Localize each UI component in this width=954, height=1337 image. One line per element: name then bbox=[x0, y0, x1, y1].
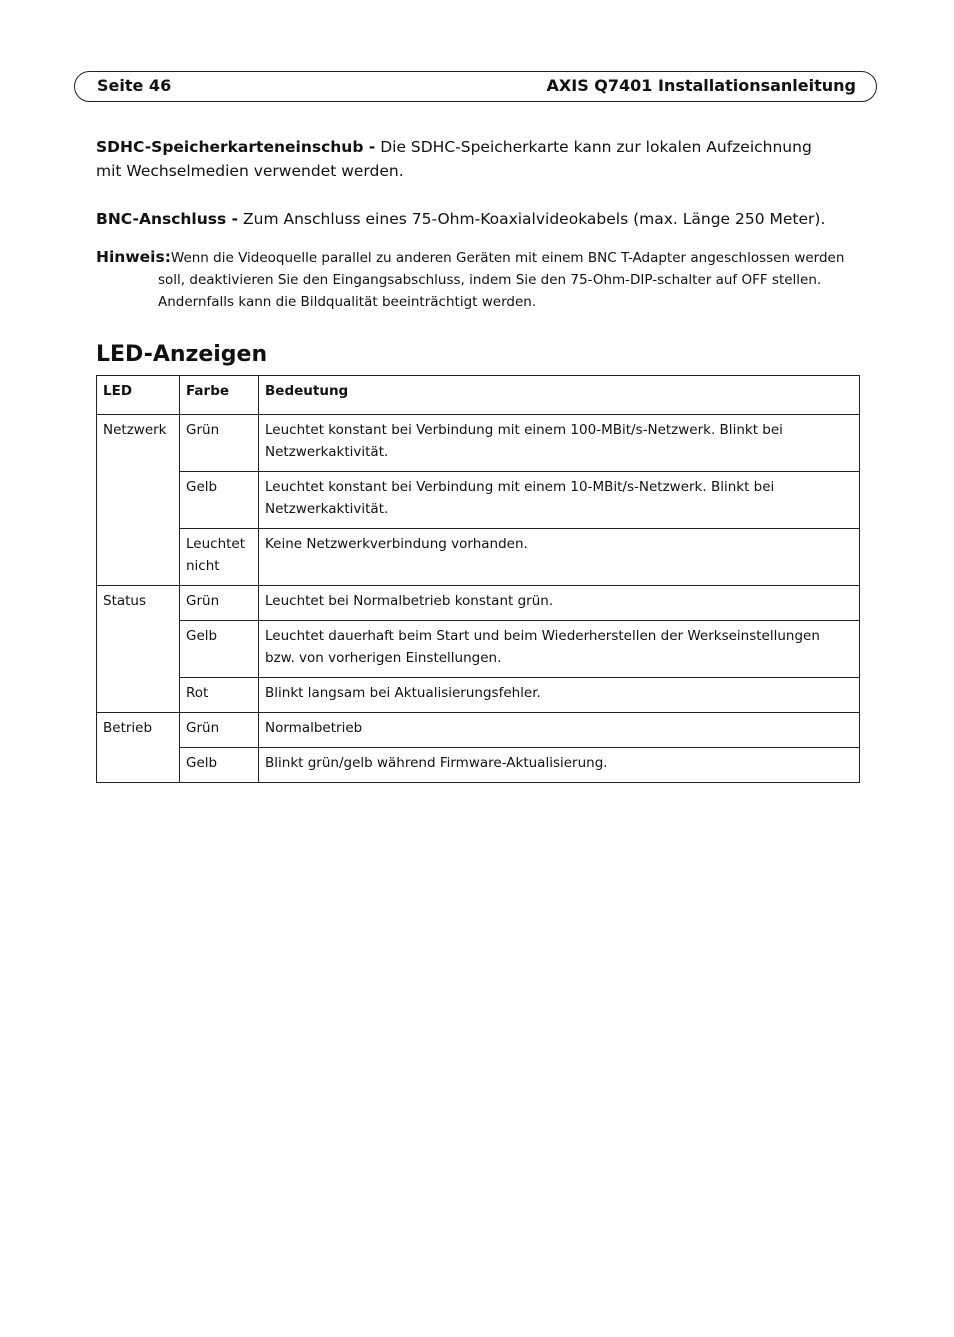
color-cell: Gelb bbox=[180, 748, 259, 783]
sdhc-paragraph bbox=[96, 135, 836, 183]
table-row bbox=[97, 678, 860, 713]
bnc-text: Zum Anschluss eines 75-Ohm-Koaxialvideokabels (max. Länge 250 Meter). bbox=[243, 210, 826, 228]
meaning-cell: Normalbetrieb bbox=[259, 713, 860, 748]
bnc-term: BNC-Anschluss - bbox=[96, 210, 239, 228]
table-header-row bbox=[97, 376, 860, 415]
meaning-cell: Blinkt langsam bei Aktualisierungsfehler. bbox=[259, 678, 860, 713]
meaning-cell: Leuchtet konstant bei Verbindung mit einem 100-MBit/s-Netzwerk. Blinkt bei Netzwerkaktivität. bbox=[259, 415, 860, 472]
meaning-cell: Blinkt grün/gelb während Firmware-Aktualisierung. bbox=[259, 748, 860, 783]
color-cell: Rot bbox=[180, 678, 259, 713]
meaning-cell: Keine Netzwerkverbindung vorhanden. bbox=[259, 529, 860, 586]
note-line-1: Wenn die Videoquelle parallel zu anderen Geräten mit einem BNC T-Adapter angeschlossen werden bbox=[170, 250, 845, 266]
note-line-2: soll, deaktivieren Sie den Eingangsabschluss, indem Sie den 75-Ohm-DIP-schalter auf OFF stellen. bbox=[158, 272, 822, 288]
color-cell: Grün bbox=[180, 713, 259, 748]
sdhc-term: SDHC-Speicherkarteneinschub - bbox=[96, 138, 376, 156]
table-row bbox=[97, 529, 860, 586]
table-row bbox=[97, 713, 860, 748]
header-led: LED bbox=[97, 376, 180, 415]
meaning-cell: Leuchtet konstant bei Verbindung mit einem 10-MBit/s-Netzwerk. Blinkt bei Netzwerkaktivität. bbox=[259, 472, 860, 529]
led-cell: Netzwerk bbox=[97, 415, 180, 586]
table-row bbox=[97, 586, 860, 621]
color-cell: Gelb bbox=[180, 621, 259, 678]
page-number: Seite 46 bbox=[97, 76, 172, 95]
color-cell: Gelb bbox=[180, 472, 259, 529]
meaning-cell: Leuchtet bei Normalbetrieb konstant grün. bbox=[259, 586, 860, 621]
color-cell: Grün bbox=[180, 415, 259, 472]
note-line-3: Andernfalls kann die Bildqualität beeinträchtigt werden. bbox=[158, 294, 537, 310]
led-table bbox=[96, 375, 860, 783]
bnc-paragraph bbox=[96, 207, 836, 231]
section-title: LED-Anzeigen bbox=[96, 342, 268, 367]
meaning-cell: Leuchtet dauerhaft beim Start und beim Wiederherstellen der Werkseinstellungen bzw. von vorherigen Einstellungen. bbox=[259, 621, 860, 678]
header-color: Farbe bbox=[180, 376, 259, 415]
note-block bbox=[96, 246, 846, 313]
table-row bbox=[97, 472, 860, 529]
page-header bbox=[74, 71, 877, 102]
note-label: Hinweis: bbox=[96, 248, 171, 266]
color-cell: Leuchtet nicht bbox=[180, 529, 259, 586]
table-row bbox=[97, 621, 860, 678]
header-meaning: Bedeutung bbox=[259, 376, 860, 415]
document-title: AXIS Q7401 Installationsanleitung bbox=[546, 76, 856, 95]
sdhc-text: Die SDHC-Speicherkarte kann zur lokalen Aufzeichnung mit Wechselmedien verwendet werden. bbox=[96, 138, 812, 180]
led-cell: Betrieb bbox=[97, 713, 180, 783]
table-row bbox=[97, 748, 860, 783]
color-cell: Grün bbox=[180, 586, 259, 621]
led-cell: Status bbox=[97, 586, 180, 713]
table-row bbox=[97, 415, 860, 472]
